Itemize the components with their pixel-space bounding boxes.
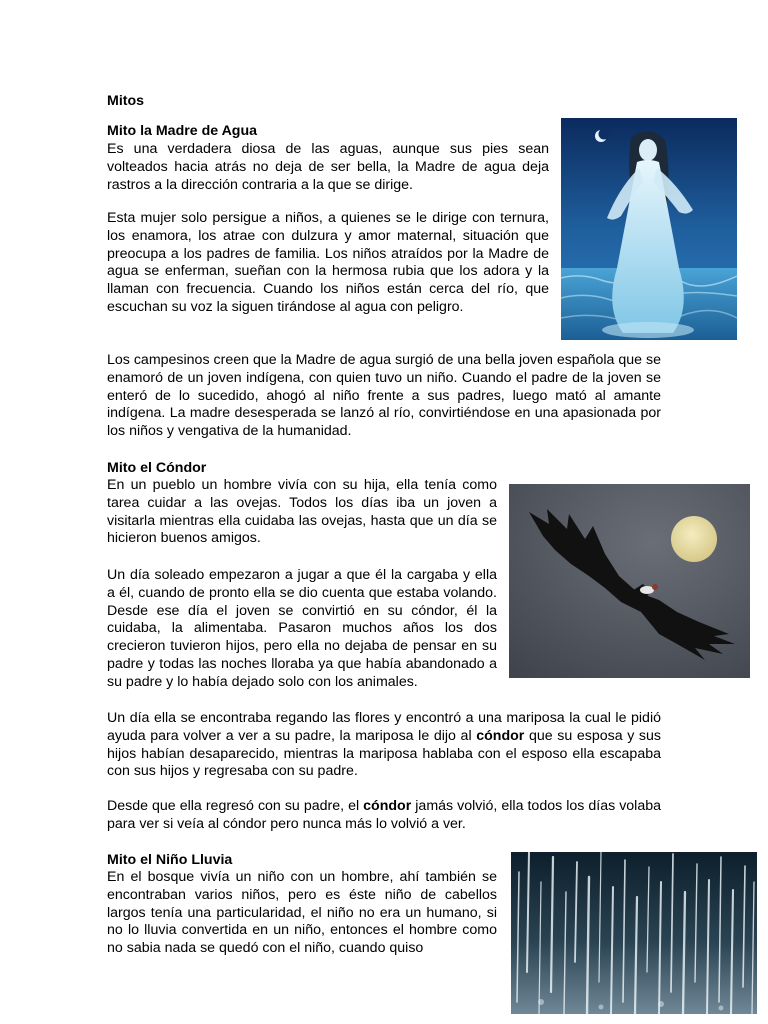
paragraph: Esta mujer solo persigue a niños, a quienes se le dirige con ternura, los enamora, los atrae con dulzura y amor maternal, situación que preocupa a los padres de familia. Los niños atraídos por la Madre de agua se enferman, sueñan con la hermosa rubia que los adora y la llaman con frecuencia. Cuando los niños están cerca del río, que escuchan su voz la siguen tirándose al agua con peligro. bbox=[107, 210, 549, 315]
section-heading-nino-lluvia: Mito el Niño Lluvia bbox=[107, 852, 233, 868]
page-title: Mitos bbox=[107, 93, 145, 109]
paragraph: Es una verdadera diosa de las aguas, aunque sus pies sean volteados hacia atrás no deja de ser bella, la Madre de agua deja rastros a la dirección contraria a la que se dirige. bbox=[107, 141, 549, 193]
text-run: Desde que ella regresó con su padre, el bbox=[107, 798, 360, 814]
rain-image bbox=[511, 852, 757, 1014]
section-heading-madre-de-agua: Mito la Madre de Agua bbox=[107, 123, 258, 139]
paragraph bbox=[107, 798, 661, 834]
text-run: Un día ella se encontraba regando las flores y encontró a una mariposa la cual le pidió ayuda para volver a ver a su padre, la mariposa le dijo al bbox=[107, 710, 661, 744]
paragraph: En el bosque vivía un niño con un hombre, ahí también se encontraban varios niños, pero es éste niño de cabellos largos tenía una particularidad, el niño no era un humano, si no lo lluvia convertida en un niño, entonces el hombre como no sabia nada se quedó con el niño, cuando quiso bbox=[107, 869, 497, 957]
condor-moon-image bbox=[509, 484, 750, 678]
paragraph: En un pueblo un hombre vivía con su hija, ella tenía como tarea cuidar a las ovejas. Todos los días iba un joven a visitarla mientras ella cuidaba las ovejas, hasta que un día se hicieron buenos amigos. bbox=[107, 477, 497, 547]
text-run: que su esposa y sus hijos habían desaparecido, mientras la mariposa hablaba con el esposo ella escapaba con sus hijos y regresaba con su padre. bbox=[107, 727, 661, 780]
paragraph: Un día soleado empezaron a jugar a que él la cargaba y ella a él, cuando de pronto ella se dio cuenta que estaba volando. Desde ese día el joven se convirtió en su cóndor, él la cuidaba, la alimentaba. Pasaron muchos años los dos crecieron tuvieron hijos, pero ella no dejaba de pensar en su padre y todas las noches lloraba ya que había abandonado a su padre y lo había dejado solo con los animales. bbox=[107, 567, 497, 690]
madre-de-agua-image bbox=[561, 118, 737, 340]
bold-word-condor: cóndor bbox=[363, 798, 412, 814]
section-heading-condor: Mito el Cóndor bbox=[107, 460, 207, 476]
bold-word-condor: cóndor bbox=[476, 727, 525, 744]
paragraph: Los campesinos creen que la Madre de agua surgió de una bella joven española que se enamoró de un joven indígena, con quien tuvo un niño. Cuando el padre de la joven se enteró de lo sucedido, ahogó al niño frente a sus padres, luego mató al amante indígena. La madre desesperada se lanzó al río, convirtiéndose en una apasionada por los niños y vengativa de la humanidad. bbox=[107, 352, 661, 440]
paragraph bbox=[107, 710, 661, 781]
text-run: jamás volvió, ella todos los días volaba para ver si veía al cóndor pero nunca más lo volvió a ver. bbox=[107, 798, 662, 832]
